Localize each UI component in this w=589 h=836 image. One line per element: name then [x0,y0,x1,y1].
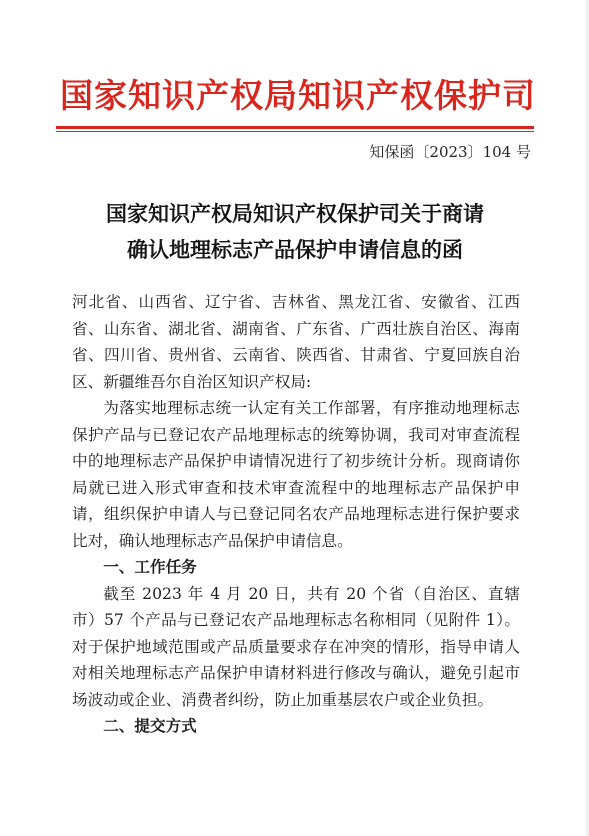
section-1-heading: 一、工作任务 [103,557,197,576]
document-title-line-1: 国家知识产权局知识产权保护司关于商请 [106,201,484,226]
intro-paragraph: 为落实地理标志统一认定有关工作部署，有序推动地理标志保护产品与已登记农产品地理标志的统筹协调，我司对审查流程中的地理标志产品保护申请情况进行了初步统计分析。现商请你局就已进入形式审查和技术审查流程中的地理标志产品保护申请，组织保护申请人与已登记同名农产品地理标志进行保护要求比对，确认地理标志产品保护申请信息。 [72,399,520,550]
letterhead-title: 国家知识产权局知识产权保护司 [60,76,536,115]
document-body [72,289,520,740]
letterhead-rule-thick [56,126,534,129]
letterhead-rule-thin [56,131,534,132]
section-1-paragraph: 截至 2023 年 4 月 20 日，共有 20 个省（自治区、直辖市）57 个产品与已登记农产品地理标志名称相同（见附件 1）。对于保护地域范围或产品质量要求存在冲突的情形，指导申请人对相关地理标志产品保护申请材料进行修改与确认，避免引起市场波动或企业、消费者纠纷，防止加重基层农户或企业负担。 [72,584,520,709]
section-2-heading: 二、提交方式 [103,716,197,735]
document-title-line-2: 确认地理标志产品保护申请信息的函 [127,237,463,262]
recipients-paragraph: 河北省、山西省、辽宁省、吉林省、黑龙江省、安徽省、江西省、山东省、湖北省、湖南省、广东省、广西壮族自治区、海南省、四川省、贵州省、云南省、陕西省、甘肃省、宁夏回族自治区、新疆维吾尔自治区知识产权局: [72,293,520,391]
document-number: 知保函〔2023〕104 号 [369,143,531,161]
document-title [50,196,540,268]
